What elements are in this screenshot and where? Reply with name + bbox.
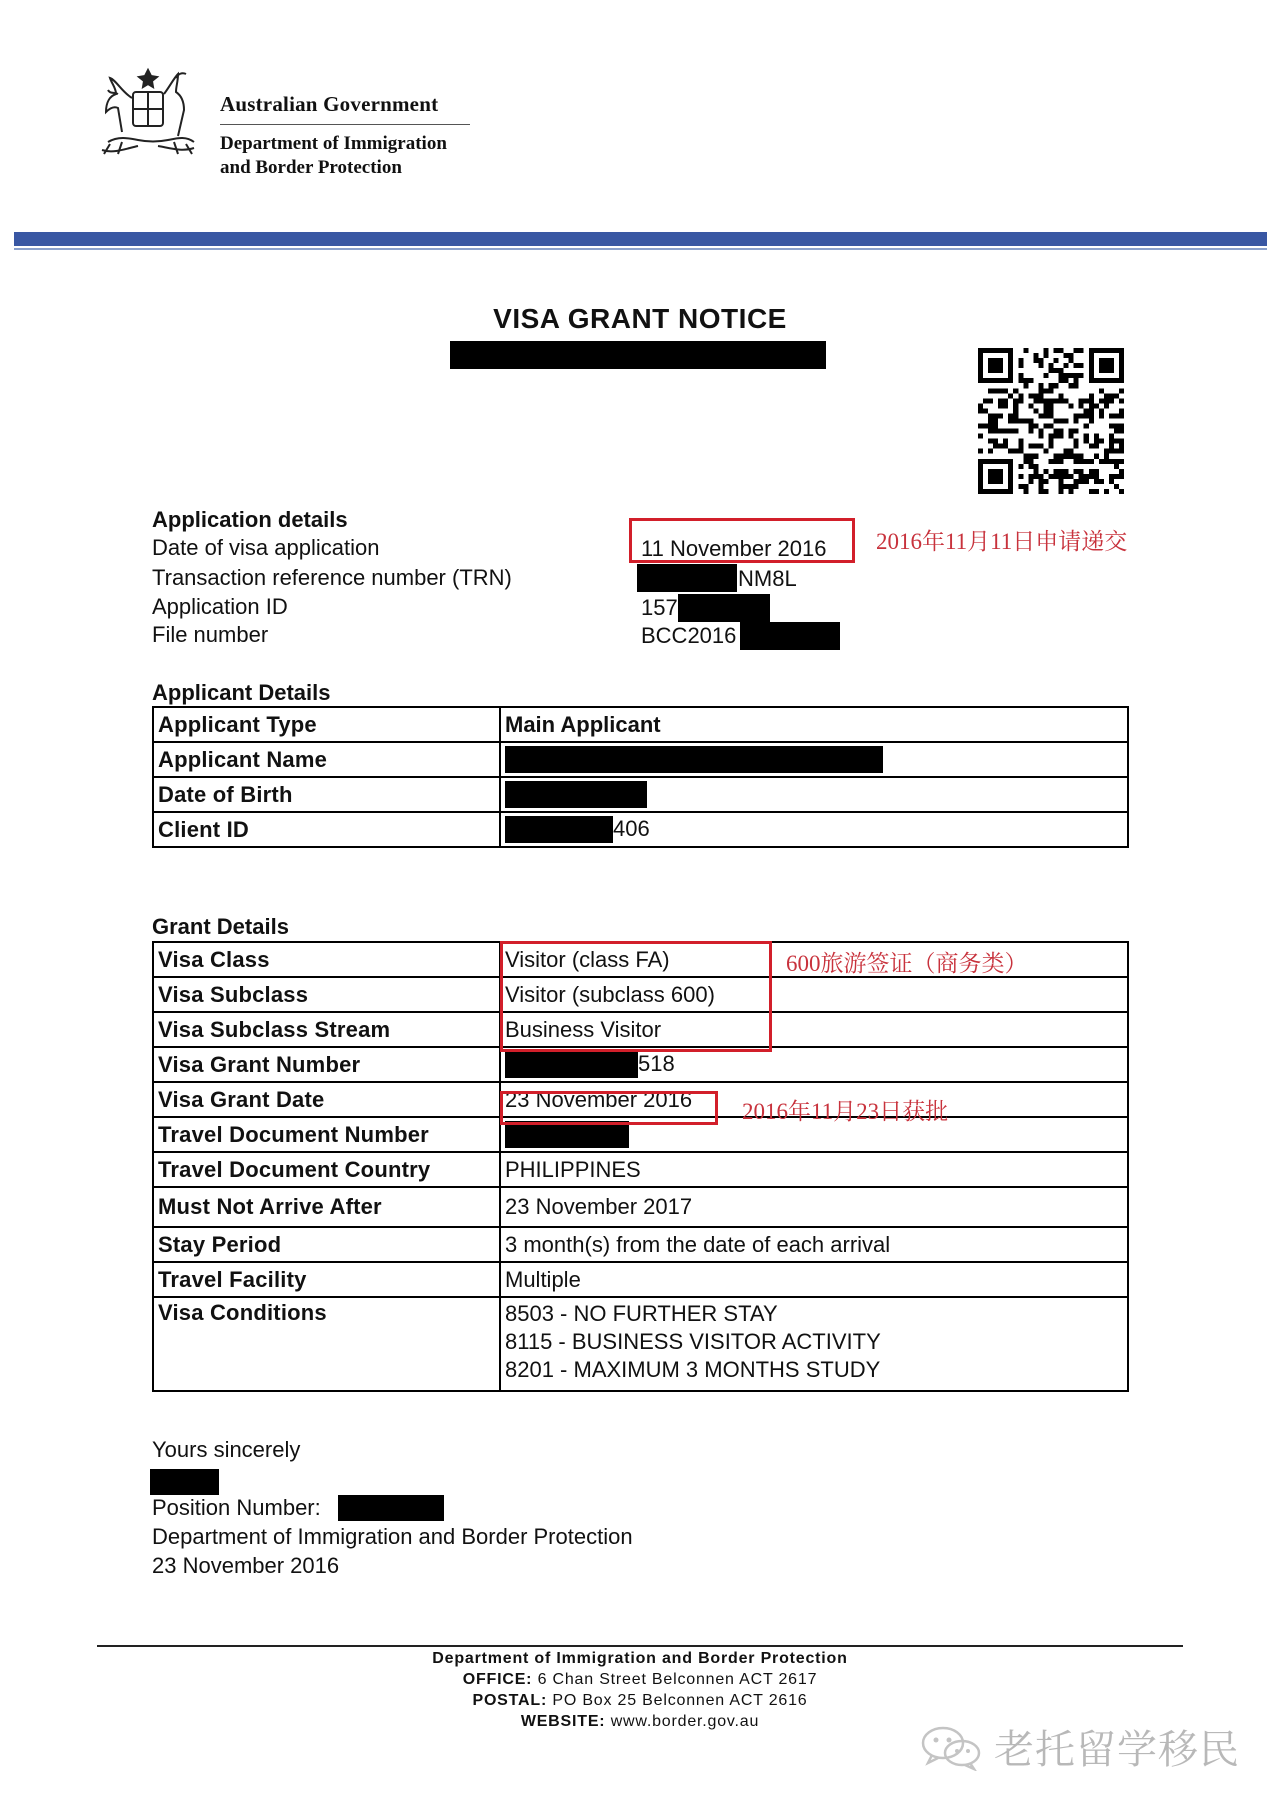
condition-8201: 8201 - MAXIMUM 3 MONTHS STUDY bbox=[505, 1357, 881, 1382]
visa-subclass-value: Visitor (subclass 600) bbox=[500, 977, 1128, 1012]
table-row bbox=[153, 1152, 1128, 1187]
table-row bbox=[153, 1047, 1128, 1082]
applicant-details-table bbox=[152, 706, 1129, 848]
position-number-label: Position Number: bbox=[152, 1495, 321, 1520]
applicant-type-value: Main Applicant bbox=[500, 707, 1128, 742]
visa-class-value: Visitor (class FA) bbox=[500, 942, 1128, 977]
table-row bbox=[153, 1297, 1128, 1391]
signature-date: 23 November 2016 bbox=[152, 1553, 340, 1578]
redaction-block bbox=[505, 746, 883, 773]
closing-text: Yours sincerely bbox=[152, 1437, 301, 1462]
footer-postal-address: PO Box 25 Belconnen ACT 2616 bbox=[552, 1692, 808, 1709]
client-id-label: Client ID bbox=[153, 812, 500, 847]
condition-8503: 8503 - NO FURTHER STAY bbox=[505, 1301, 778, 1326]
highlight-box-application-date bbox=[629, 518, 855, 563]
table-row bbox=[153, 1227, 1128, 1262]
footer-website-label: WEBSITE: bbox=[520, 1713, 606, 1730]
commonwealth-coat-of-arms-icon bbox=[88, 64, 208, 164]
redaction-block bbox=[505, 1121, 629, 1148]
applicant-details-heading: Applicant Details bbox=[152, 680, 331, 705]
file-number-value: BCC2016 bbox=[641, 623, 737, 648]
must-not-arrive-after-label: Must Not Arrive After bbox=[153, 1187, 500, 1227]
redaction-block bbox=[740, 622, 840, 650]
grant-details-heading: Grant Details bbox=[152, 914, 289, 939]
client-id-suffix: 406 bbox=[613, 815, 650, 841]
application-details-heading: Application details bbox=[152, 507, 348, 532]
file-number-label: File number bbox=[152, 622, 269, 647]
visa-class-label: Visa Class bbox=[153, 942, 500, 977]
redaction-block bbox=[150, 1469, 219, 1495]
visa-grant-number-value bbox=[500, 1047, 1128, 1082]
date-of-application-label: Date of visa application bbox=[152, 535, 380, 560]
government-name: Australian Government bbox=[220, 92, 439, 116]
applicant-name-label: Applicant Name bbox=[153, 742, 500, 777]
footer-postal bbox=[0, 1692, 1280, 1710]
table-row bbox=[153, 742, 1128, 777]
application-id-label: Application ID bbox=[152, 594, 288, 619]
date-of-birth-value bbox=[500, 777, 1128, 812]
trn-label: Transaction reference number (TRN) bbox=[152, 565, 512, 590]
footer-department: Department of Immigration and Border Protection bbox=[432, 1650, 848, 1667]
table-row bbox=[153, 812, 1128, 847]
visa-conditions-value bbox=[500, 1297, 1128, 1391]
note-visa-class: 600旅游签证（商务类） bbox=[786, 951, 1028, 976]
redaction-block bbox=[637, 564, 737, 592]
redaction-block bbox=[505, 1051, 638, 1078]
redaction-block bbox=[505, 816, 613, 843]
footer-office bbox=[0, 1671, 1280, 1689]
header-blue-band bbox=[14, 232, 1267, 246]
note-application-date: 2016年11月11日申请递交 bbox=[876, 529, 1128, 554]
header-divider bbox=[220, 124, 470, 125]
visa-subclass-label: Visa Subclass bbox=[153, 977, 500, 1012]
visa-grant-date-label: Visa Grant Date bbox=[153, 1082, 500, 1117]
table-row bbox=[153, 1262, 1128, 1297]
highlight-box-grant-date bbox=[500, 1091, 718, 1125]
redaction-block bbox=[505, 781, 647, 808]
redaction-block bbox=[450, 341, 826, 369]
visa-conditions-label: Visa Conditions bbox=[153, 1297, 500, 1391]
travel-facility-label: Travel Facility bbox=[153, 1262, 500, 1297]
client-id-value bbox=[500, 812, 1128, 847]
travel-document-country-label: Travel Document Country bbox=[153, 1152, 500, 1187]
stay-period-label: Stay Period bbox=[153, 1227, 500, 1262]
table-row bbox=[153, 777, 1128, 812]
travel-document-country-value: PHILIPPINES bbox=[500, 1152, 1128, 1187]
visa-subclass-stream-value: Business Visitor bbox=[500, 1012, 1128, 1047]
date-of-application-value: 11 November 2016 bbox=[641, 536, 827, 561]
date-of-birth-label: Date of Birth bbox=[153, 777, 500, 812]
signature-department: Department of Immigration and Border Protection bbox=[152, 1524, 633, 1549]
table-row bbox=[153, 1187, 1128, 1227]
page-title: VISA GRANT NOTICE bbox=[493, 303, 787, 334]
application-id-value: 157 bbox=[641, 595, 678, 620]
footer-divider bbox=[97, 1645, 1183, 1647]
travel-facility-value: Multiple bbox=[500, 1262, 1128, 1297]
applicant-name-value bbox=[500, 742, 1128, 777]
qr-code-icon bbox=[978, 348, 1124, 494]
applicant-type-label: Applicant Type bbox=[153, 707, 500, 742]
footer-office-address: 6 Chan Street Belconnen ACT 2617 bbox=[537, 1671, 818, 1688]
watermark-text: 老托留学移民 bbox=[994, 1728, 1240, 1772]
visa-grant-number-label: Visa Grant Number bbox=[153, 1047, 500, 1082]
visa-grant-date-value: 23 November 2016 bbox=[500, 1082, 1128, 1117]
visa-grant-number-suffix: 518 bbox=[638, 1050, 675, 1076]
trn-value-suffix: NM8L bbox=[738, 566, 797, 591]
stay-period-value: 3 month(s) from the date of each arrival bbox=[500, 1227, 1128, 1262]
wechat-icon bbox=[918, 1723, 984, 1771]
watermark bbox=[918, 1718, 1240, 1775]
redaction-block bbox=[678, 594, 770, 622]
header-blue-rule bbox=[14, 248, 1267, 250]
table-row bbox=[153, 707, 1128, 742]
footer-website-link[interactable]: www.border.gov.au bbox=[610, 1713, 760, 1730]
redaction-block bbox=[338, 1495, 444, 1521]
must-not-arrive-after-value: 23 November 2017 bbox=[500, 1187, 1128, 1227]
department-name-line-1: Department of Immigration bbox=[220, 133, 447, 154]
footer-office-label: OFFICE: bbox=[462, 1671, 533, 1688]
footer-postal-label: POSTAL: bbox=[472, 1692, 548, 1709]
condition-8115: 8115 - BUSINESS VISITOR ACTIVITY bbox=[505, 1329, 881, 1354]
note-grant-date: 2016年11月23日获批 bbox=[742, 1099, 949, 1124]
highlight-box-visa-class bbox=[500, 941, 772, 1052]
department-name-line-2: and Border Protection bbox=[220, 157, 402, 178]
travel-document-number-label: Travel Document Number bbox=[153, 1117, 500, 1152]
visa-subclass-stream-label: Visa Subclass Stream bbox=[153, 1012, 500, 1047]
